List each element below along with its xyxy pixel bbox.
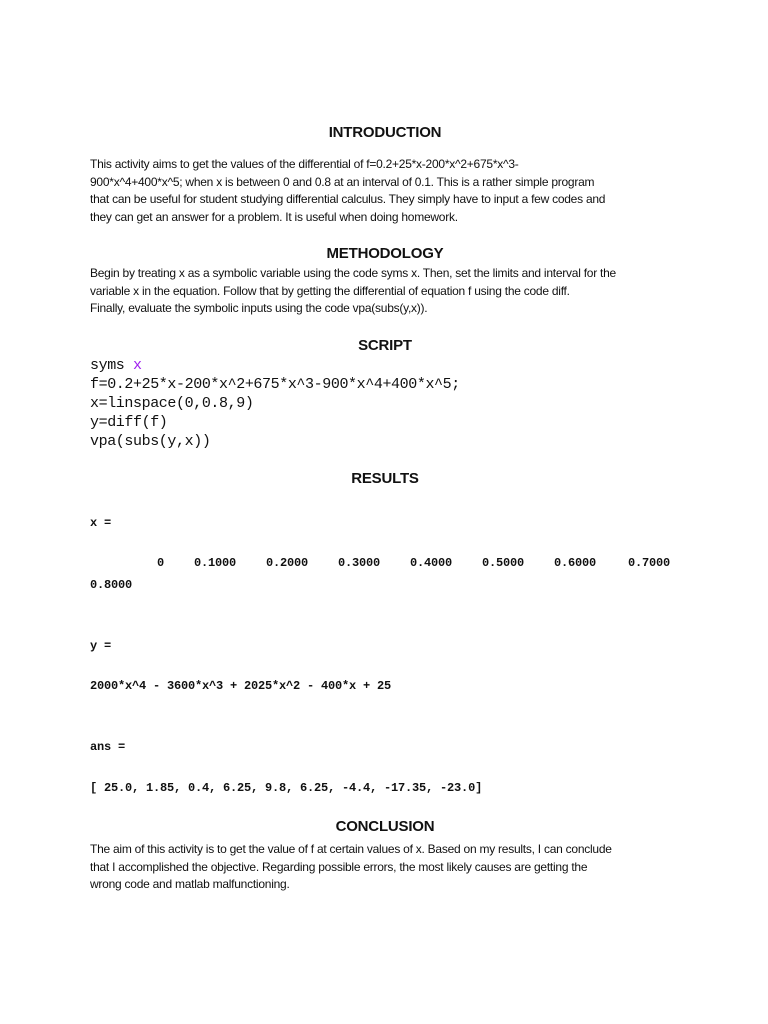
x-value: 0.7000 <box>627 556 670 570</box>
script-line-4: y=diff(f) <box>90 414 168 431</box>
script-heading: SCRIPT <box>358 337 412 354</box>
methodology-paragraph: Begin by treating x as a symbolic variable using the code syms x. Then, set the limits and interval for the variable x in the equation. Follow that by getting the differential of equation f using the code diff. Finally, evaluate the symbolic inputs using the code vpa(subs(y,x)). <box>90 266 616 315</box>
conclusion-paragraph: The aim of this activity is to get the value of f at certain values of x. Based on my results, I can conclude that I accomplished the objective. Regarding possible errors, the most likely causes are getting the wrong code and matlab malfunctioning. <box>90 842 612 891</box>
x-value: 0.2000 <box>265 556 308 570</box>
script-line-2: f=0.2+25*x-200*x^2+675*x^3-900*x^4+400*x^5; <box>90 376 460 393</box>
ans-output-value: [ 25.0, 1.85, 0.4, 6.25, 9.8, 6.25, -4.4, -17.35, -23.0] <box>90 781 483 795</box>
conclusion-heading: CONCLUSION <box>335 818 435 835</box>
x-output-values <box>90 555 680 571</box>
y-output-value: 2000*x^4 - 3600*x^3 + 2025*x^2 - 400*x + 25 <box>90 679 392 693</box>
script-line-1-argument: x <box>133 357 142 374</box>
x-output-wrapped-value: 0.8000 <box>90 578 133 592</box>
results-heading: RESULTS <box>351 470 419 487</box>
script-line-5: vpa(subs(y,x)) <box>90 433 211 450</box>
x-value: 0.1000 <box>193 556 236 570</box>
x-value: 0.4000 <box>409 556 452 570</box>
script-code-block <box>90 356 680 451</box>
script-line-1 <box>90 356 680 375</box>
introduction-heading: INTRODUCTION <box>328 124 442 141</box>
x-value: 0.6000 <box>553 556 596 570</box>
y-output-label: y = <box>90 639 112 653</box>
script-line-3: x=linspace(0,0.8,9) <box>90 395 254 412</box>
script-line-1-command: syms <box>90 357 134 374</box>
x-output-label: x = <box>90 516 112 530</box>
x-value: 0.3000 <box>337 556 380 570</box>
methodology-heading: METHODOLOGY <box>326 245 444 262</box>
introduction-paragraph: This activity aims to get the values of the differential of f=0.2+25*x-200*x^2+675*x^3- 900*x^4+400*x^5; when x is between 0 and 0.8 at an interval of 0.1. This is a rather simple program that can be useful for student studying differential calculus. They simply have to input a few codes and they can get an answer for a problem. It is useful when doing homework. <box>90 157 606 224</box>
x-value: 0.5000 <box>481 556 524 570</box>
x-value: 0 <box>156 556 164 570</box>
ans-output-label: ans = <box>90 740 126 754</box>
